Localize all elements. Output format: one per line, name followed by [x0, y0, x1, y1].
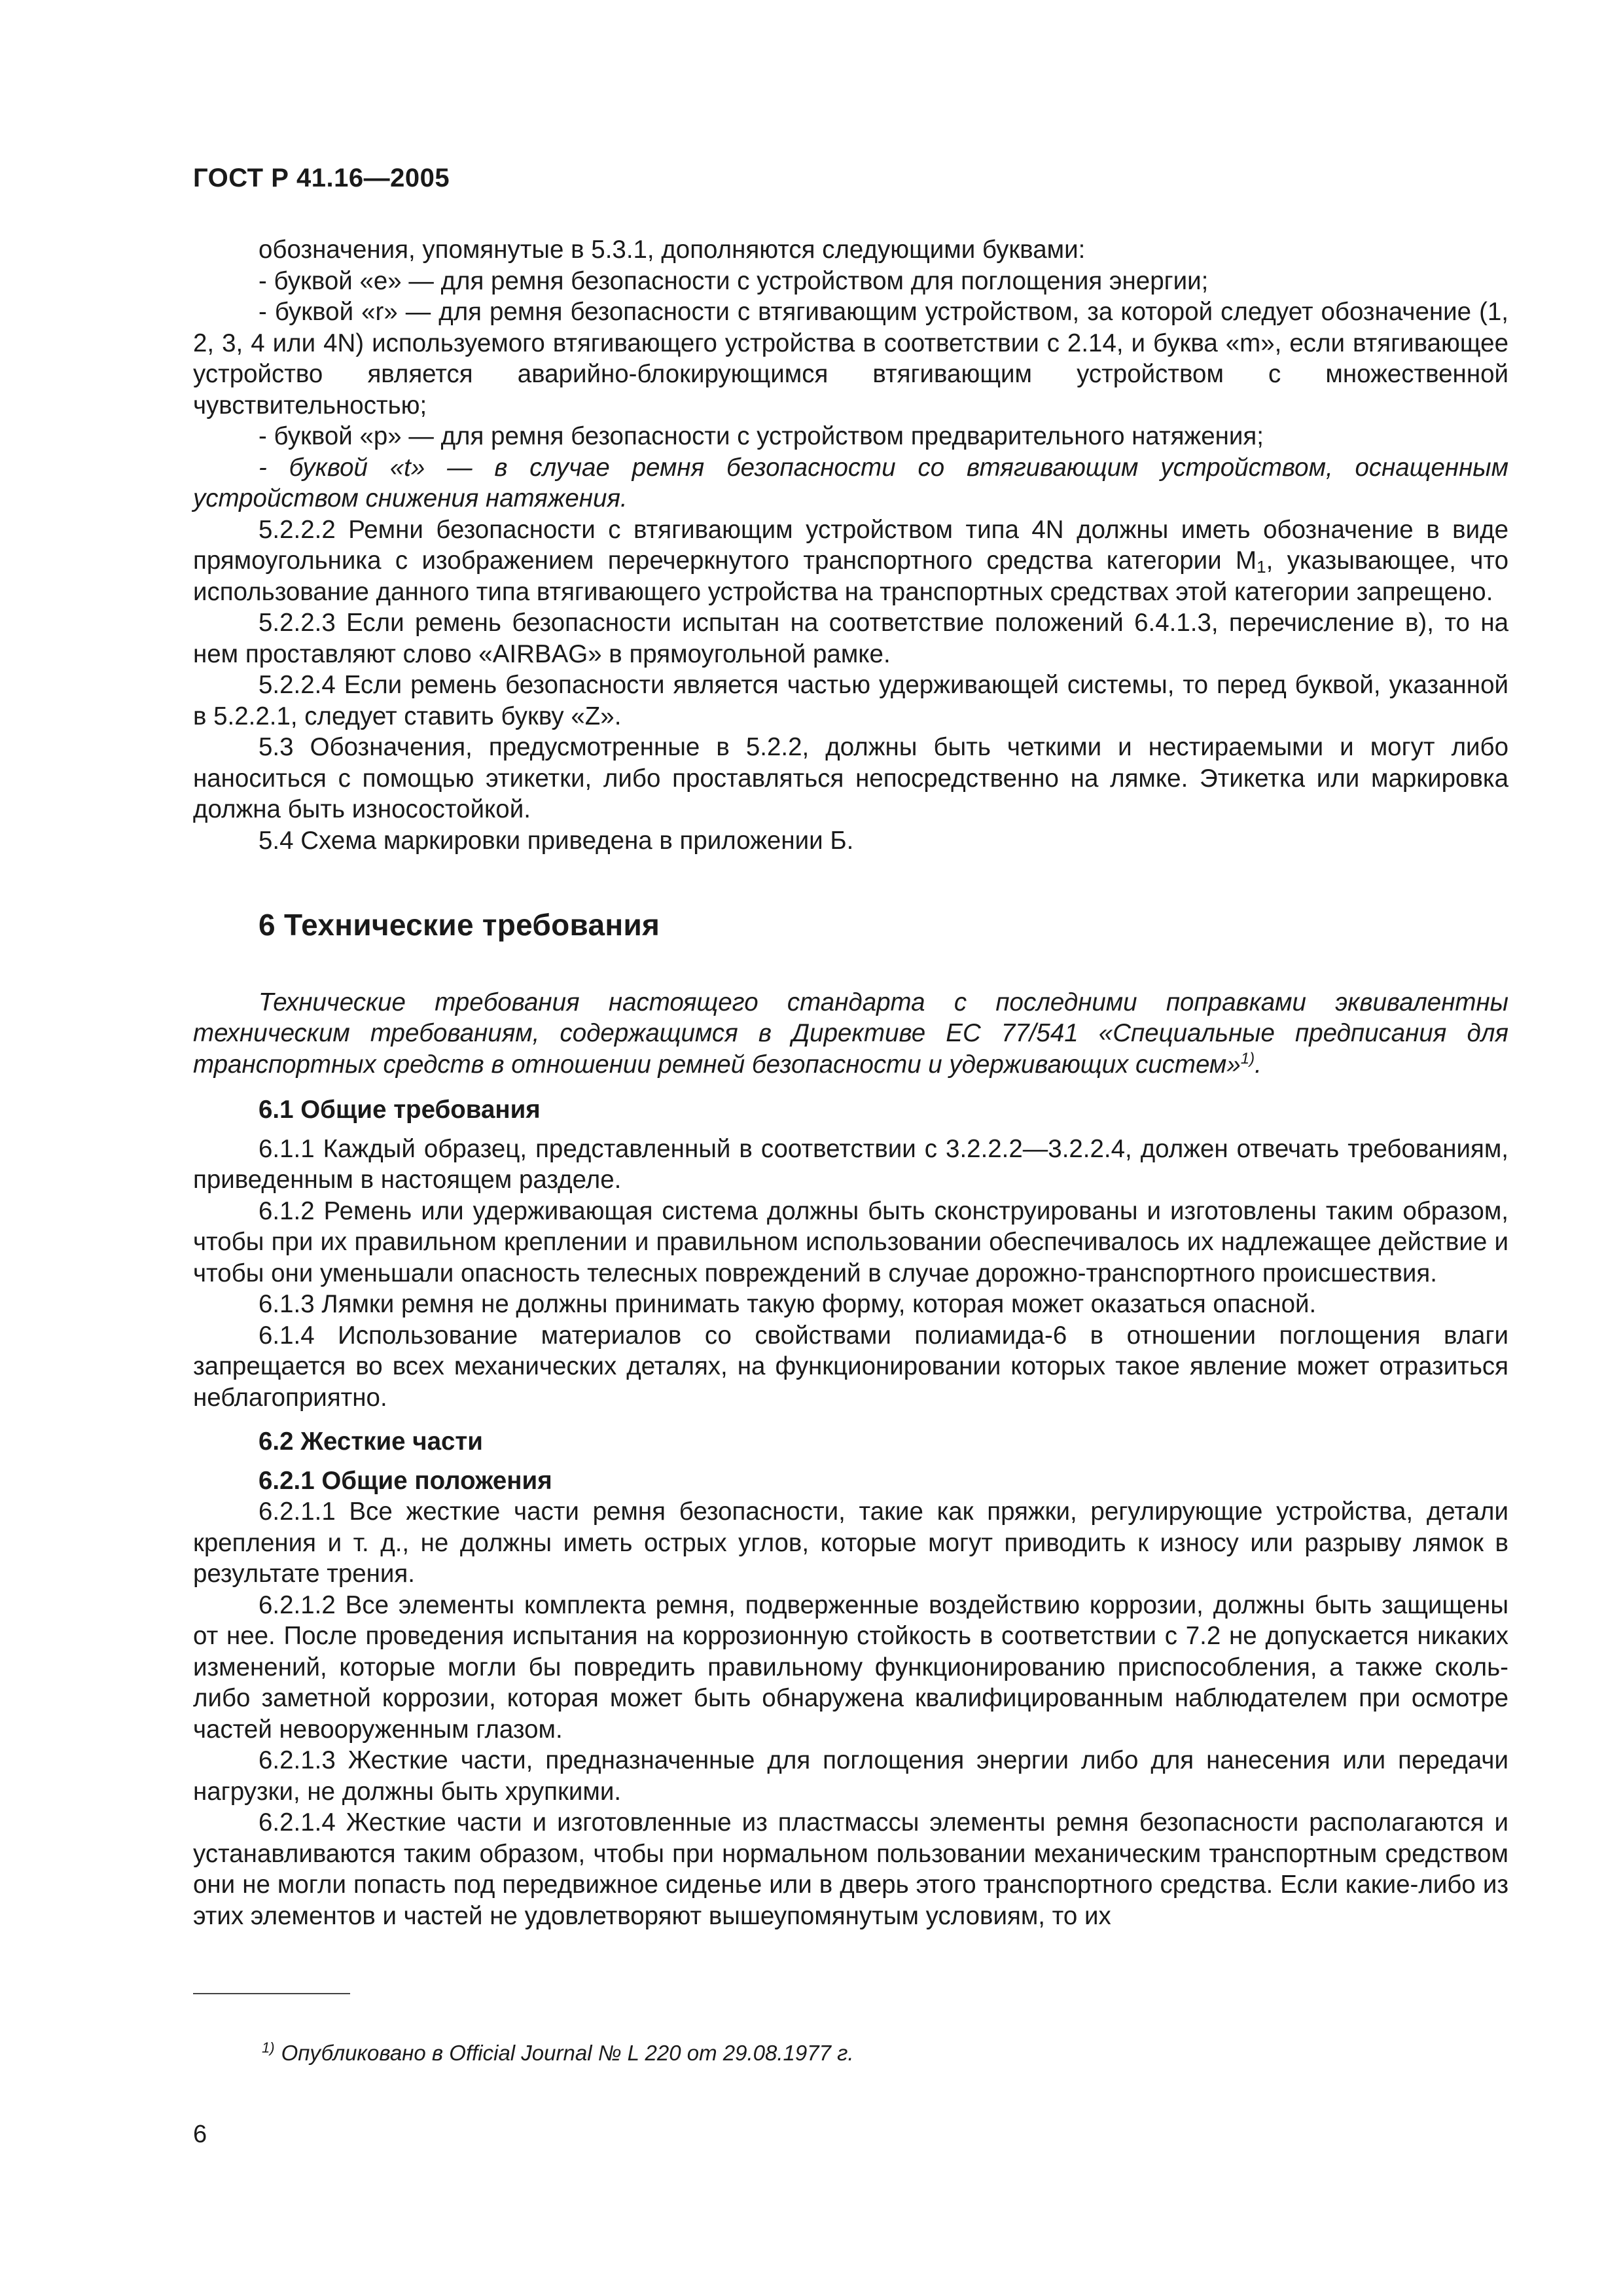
paragraph-5-2-2-3: 5.2.2.3 Если ремень безопасности испытан на соответствие положений 6.4.1.3, перечисление в), то на нем проставляют слово «AIRBAG» в прямоугольной рамке.: [193, 609, 1508, 668]
section-intro: [193, 987, 1508, 1081]
paragraph-6-2-1-4: 6.2.1.4 Жесткие части и изготовленные из пластмассы элементы ремня безопасности располагаются и устанавливаются таким образом, чтобы при нормальном пользовании механическим транспортным средством они не могли попасть под передвижное сиденье или в дверь этого транспортного средства. Если какие-либо из этих элементов и частей не удовлетворяют вышеупомянутым условиям, то их: [193, 1808, 1508, 1930]
paragraph-6-1-2: 6.1.2 Ремень или удерживающая система должны быть сконструированы и изготовлены таким образом, чтобы при их правильном креплении и правильном использовании обеспечивалось их надлежащее действие и чтобы они уменьшали опасность телесных повреждений в случае дорожно-транспортного происшествия.: [193, 1196, 1508, 1287]
document-body: [193, 234, 1508, 1931]
list-item: - буквой «е» — для ремня безопасности с устройством для поглощения энергии;: [259, 266, 1209, 295]
document-header: ГОСТ Р 41.16—2005: [193, 164, 450, 192]
footnote: [262, 2041, 854, 2066]
text-run: Технические требования настоящего стандарта с последними поправками эквивалентны техническим требованиям, содержащимся в Директиве ЕС 77/541 «Специальные предписания для транспортных средств в отношении ремней безопасности и удерживающих систем»: [193, 988, 1508, 1079]
list-item: - буквой «r» — для ремня безопасности с втягивающим устройством, за которой следует обозначение (1, 2, 3, 4 или 4N) используемого втягивающего устройства в соответствии с 2.14, и буква «m», если втягивающее устройство является аварийно-блокирующимся втягивающим устройством с множественной чувствительностью;: [193, 298, 1508, 420]
list-item: - буквой «t» — в случае ремня безопасности со втягивающим устройством, оснащенным устройством снижения натяжения.: [193, 453, 1508, 512]
subscript: 1: [1257, 557, 1266, 577]
text-run: .: [1255, 1050, 1262, 1079]
text-run: 5.2.2.2 Ремни безопасности с втягивающим устройством типа 4N должны иметь обозначение в виде прямоугольника с изображением перечеркнутого транспортного средства категории М: [193, 515, 1508, 575]
paragraph-5-3: 5.3 Обозначения, предусмотренные в 5.2.2, должны быть четкими и нестираемыми и могут либо наноситься с помощью этикетки, либо проставляться непосредственно на лямке. Этикетка или маркировка должна быть износостойкой.: [193, 733, 1508, 823]
text-run: , указывающее, что использование данного типа втягивающего устройства на транспортных средствах этой категории запрещено.: [193, 547, 1509, 606]
paragraph-6-1-3: 6.1.3 Лямки ремня не должны принимать такую форму, которая может оказаться опасной.: [259, 1290, 1317, 1318]
subsection-heading: 6.2.1 Общие положения: [259, 1466, 552, 1495]
subsection-heading: 6.2 Жесткие части: [259, 1427, 483, 1456]
list-item: - буквой «р» — для ремня безопасности с устройством предварительного натяжения;: [259, 422, 1264, 450]
subsection-heading: 6.1 Общие требования: [259, 1096, 541, 1124]
paragraph-6-2-1-3: 6.2.1.3 Жесткие части, предназначенные для поглощения энергии либо для нанесения или передачи нагрузки, не должны быть хрупкими.: [193, 1746, 1508, 1806]
paragraph-5-2-2-4: 5.2.2.4 Если ремень безопасности является частью удерживающей системы, то перед буквой, указанной в 5.2.2.1, следует ставить букву «Z».: [193, 671, 1508, 730]
footnote-ref[interactable]: 1): [1240, 1049, 1255, 1067]
footnote-text: Опубликовано в Official Journal № L 220 от 29.08.1977 г.: [281, 2041, 854, 2065]
paragraph-5-4: 5.4 Схема маркировки приведена в приложении Б.: [259, 826, 854, 855]
paragraph-6-2-1-2: 6.2.1.2 Все элементы комплекта ремня, подверженные воздействию коррозии, должны быть защищены от нее. После проведения испытания на коррозионную стойкость в соответствии с 7.2 не допускается никаких изменений, которые могли бы повредить правильному функционированию приспособления, а также сколь-либо заметной коррозии, которая может быть обнаружена квалифицированным наблюдателем при осмотре частей невооруженным глазом.: [193, 1590, 1508, 1744]
paragraph-6-1-1: 6.1.1 Каждый образец, представленный в соответствии с 3.2.2.2—3.2.2.4, должен отвечать требованиям, приведенным в настоящем разделе.: [193, 1134, 1508, 1194]
footnote-marker: 1): [262, 2039, 275, 2056]
paragraph: обозначения, упомянутые в 5.3.1, дополняются следующими буквами:: [259, 236, 1086, 264]
paragraph-5-2-2-2: [193, 514, 1508, 608]
paragraph-6-2-1-1: 6.2.1.1 Все жесткие части ремня безопасности, такие как пряжки, регулирующие устройства, детали крепления и т. д., не должны иметь острых углов, которые могут приводить к износу или разрыву лямок в результате трения.: [193, 1498, 1508, 1588]
footnote-divider: [193, 1993, 350, 1994]
paragraph-6-1-4: 6.1.4 Использование материалов со свойствами полиамида-6 в отношении поглощения влаги запрещается во всех механических деталях, на функционировании которых такое явление может отразиться неблагоприятно.: [193, 1321, 1508, 1412]
section-title: 6 Технические требования: [259, 908, 660, 942]
page-number: 6: [193, 2121, 207, 2148]
